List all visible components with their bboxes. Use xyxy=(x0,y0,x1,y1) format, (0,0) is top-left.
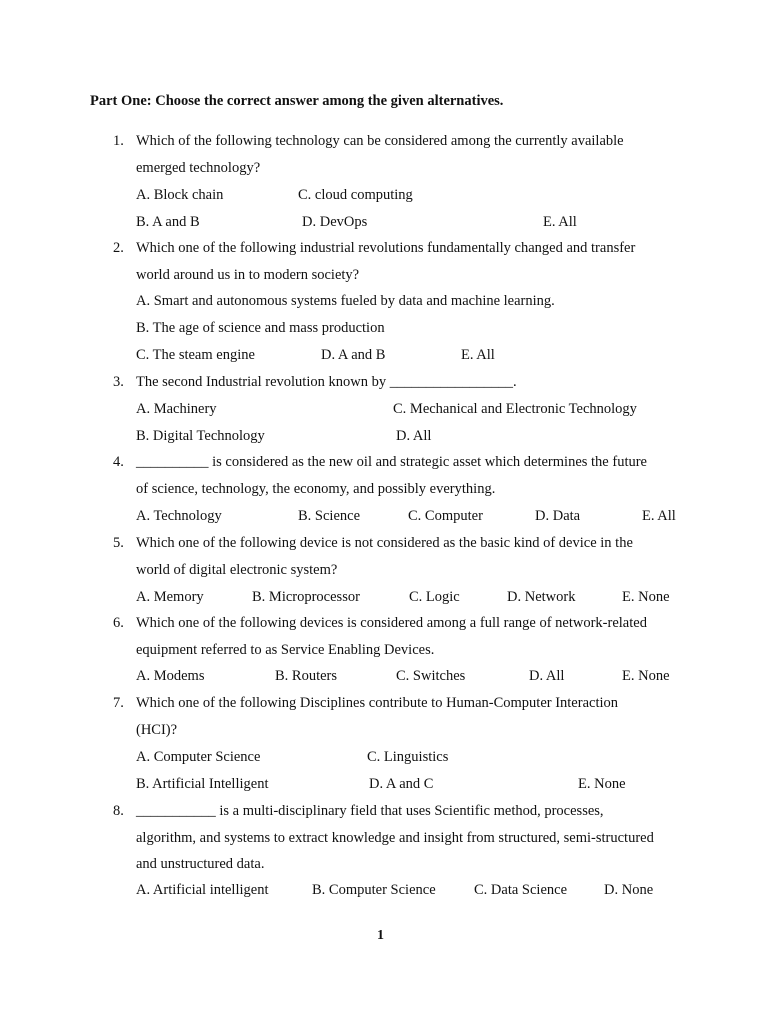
question-text-line: emerged technology? xyxy=(136,160,261,176)
option: B. Digital Technology xyxy=(136,428,265,444)
option: A. Computer Science xyxy=(136,749,261,765)
option: C. cloud computing xyxy=(298,187,413,203)
option: A. Memory xyxy=(136,589,204,605)
option: E. None xyxy=(622,668,670,684)
question-text-line: Which one of the following industrial revolutions fundamentally changed and transfer xyxy=(136,240,636,256)
option: D. A and C xyxy=(369,776,434,792)
question-text-line: and unstructured data. xyxy=(136,856,265,872)
option: C. Data Science xyxy=(474,882,568,898)
question-text-line: Which of the following technology can be considered among the currently available xyxy=(136,133,624,149)
option: D. A and B xyxy=(321,347,386,363)
option: C. Switches xyxy=(396,668,466,684)
question-text-line: ___________ is a multi-disciplinary field that uses Scientific method, processes, xyxy=(136,803,604,819)
option: D. None xyxy=(604,882,654,898)
option: E. All xyxy=(461,347,495,363)
option: D. Network xyxy=(507,589,576,605)
option: B. Microprocessor xyxy=(252,589,360,605)
option: A. Technology xyxy=(136,508,222,524)
option: A. Block chain xyxy=(136,187,224,203)
section-heading: Part One: Choose the correct answer among the given alternatives. xyxy=(90,93,504,109)
option: E. All xyxy=(642,508,676,524)
page-number: 1 xyxy=(377,928,384,943)
option: A. Modems xyxy=(136,668,205,684)
option: A. Smart and autonomous systems fueled by data and machine learning. xyxy=(136,293,555,309)
question-number: 4. xyxy=(113,454,124,470)
question-text-line: (HCI)? xyxy=(136,722,178,738)
question-number: 6. xyxy=(113,615,124,631)
option: B. The age of science and mass production xyxy=(136,320,385,336)
option: C. Computer xyxy=(408,508,483,524)
option: E. None xyxy=(622,589,670,605)
question-number: 8. xyxy=(113,803,124,819)
question-number: 3. xyxy=(113,374,124,390)
option: C. The steam engine xyxy=(136,347,255,363)
question-number: 7. xyxy=(113,695,124,711)
option: B. A and B xyxy=(136,214,200,230)
option: A. Artificial intelligent xyxy=(136,882,269,898)
option: E. None xyxy=(578,776,626,792)
option: B. Artificial Intelligent xyxy=(136,776,269,792)
question-text-line: world of digital electronic system? xyxy=(136,562,338,578)
question-text-line: Which one of the following Disciplines contribute to Human-Computer Interaction xyxy=(136,695,619,711)
option: E. All xyxy=(543,214,577,230)
question-number: 2. xyxy=(113,240,124,256)
option: D. All xyxy=(529,668,565,684)
question-text-line: world around us in to modern society? xyxy=(136,267,360,283)
option: C. Mechanical and Electronic Technology xyxy=(393,401,637,417)
question-text-line: algorithm, and systems to extract knowledge and insight from structured, semi-structured xyxy=(136,830,654,846)
question-text-line: The second Industrial revolution known by _________________. xyxy=(136,374,517,390)
option: B. Computer Science xyxy=(312,882,436,898)
option: D. Data xyxy=(535,508,581,524)
question-text-line: equipment referred to as Service Enabling Devices. xyxy=(136,642,435,658)
option: B. Routers xyxy=(275,668,338,684)
question-text-line: Which one of the following devices is considered among a full range of network-related xyxy=(136,615,647,631)
question-text-line: __________ is considered as the new oil and strategic asset which determines the future xyxy=(136,454,647,470)
question-text-line: Which one of the following device is not considered as the basic kind of device in the xyxy=(136,535,633,551)
question-number: 5. xyxy=(113,535,124,551)
question-number: 1. xyxy=(113,133,124,149)
option: B. Science xyxy=(298,508,361,524)
option: A. Machinery xyxy=(136,401,217,417)
option: C. Logic xyxy=(409,589,460,605)
option: D. DevOps xyxy=(302,214,368,230)
option: D. All xyxy=(396,428,432,444)
question-text-line: of science, technology, the economy, and possibly everything. xyxy=(136,481,496,497)
option: C. Linguistics xyxy=(367,749,449,765)
